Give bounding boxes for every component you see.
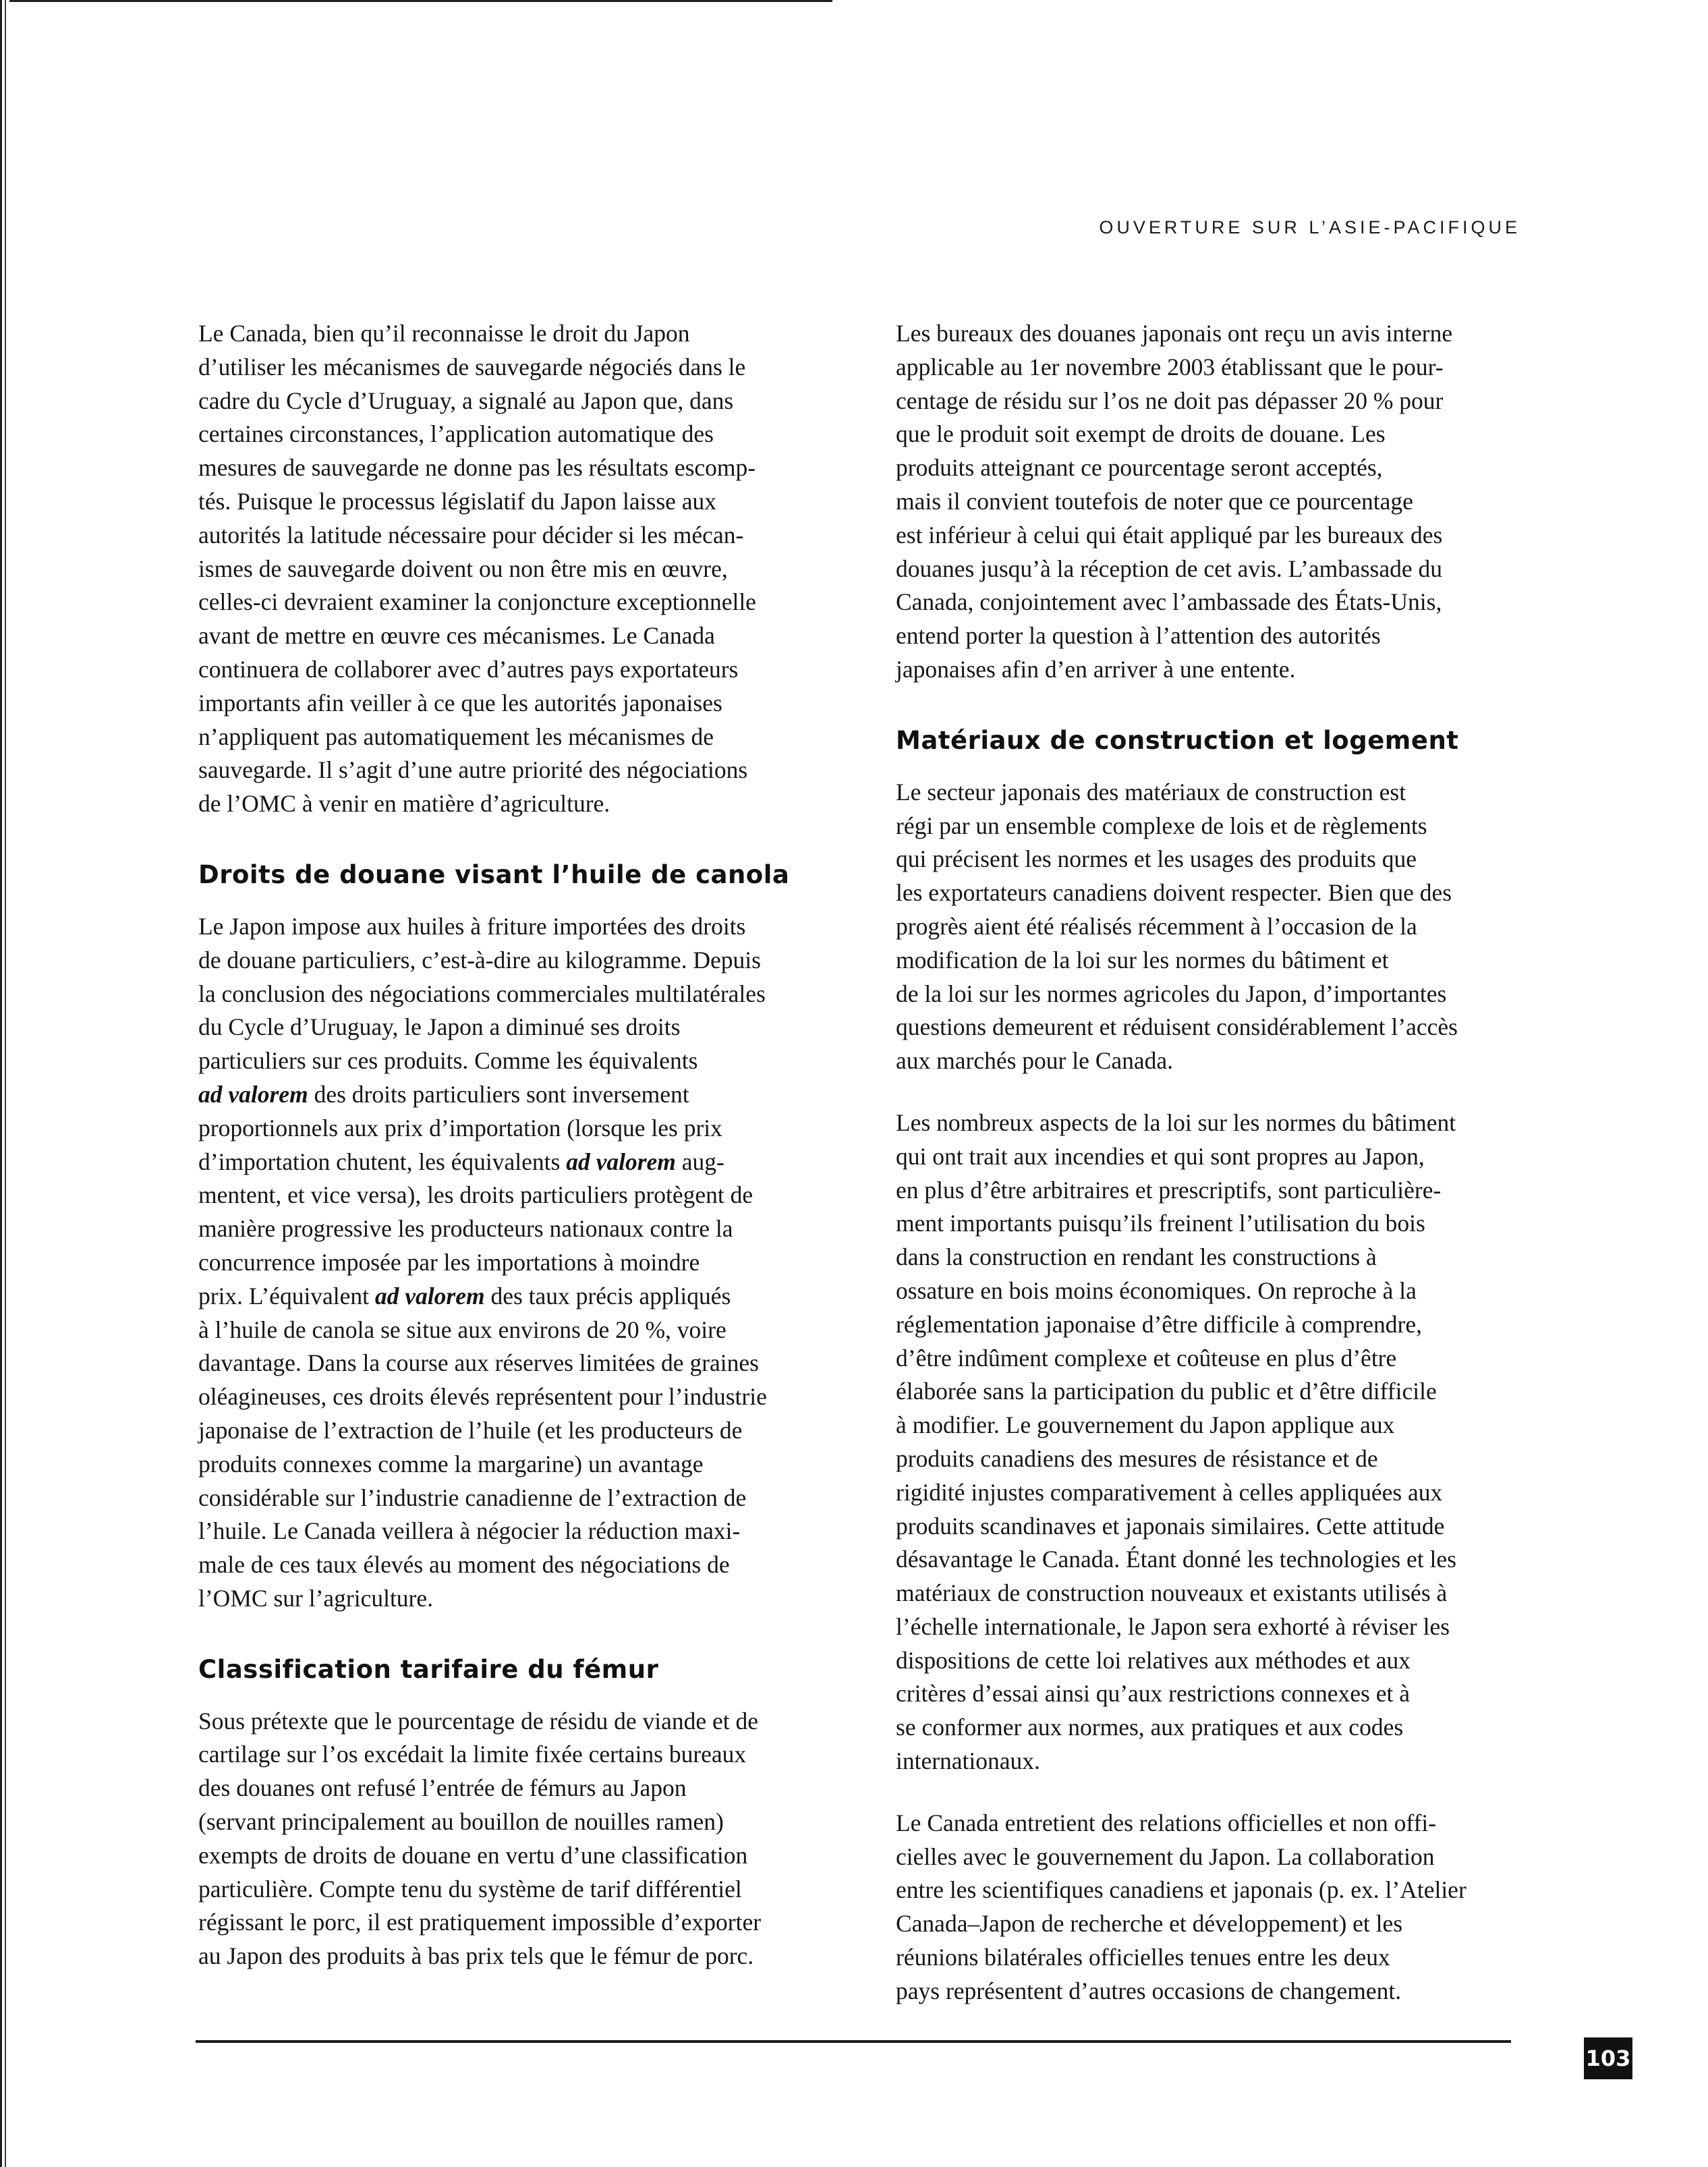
text-line: douanes jusqu’à la réception de cet avis. L’ambassade du [896, 555, 1442, 582]
right-column [896, 317, 1510, 2037]
paragraph-customs-notice [896, 317, 1510, 687]
text-line: critères d’essai ainsi qu’aux restrictions connexes et à [896, 1680, 1410, 1708]
text-line: japonaises afin d’en arriver à une entente. [896, 655, 1296, 683]
text-line: ossature en bois moins économiques. On reproche à la [896, 1276, 1417, 1304]
paragraph-safeguard [198, 317, 812, 821]
text-line: en plus d’être arbitraires et prescriptifs, sont particulière- [896, 1176, 1442, 1204]
text-line: Le secteur japonais des matériaux de construction est [896, 778, 1406, 806]
text-line: mentent, et vice versa), les droits particuliers protègent de [198, 1181, 753, 1209]
text-line: considérable sur l’industrie canadienne de l’extraction de [198, 1484, 747, 1511]
top-rule [9, 0, 832, 2]
text-line [198, 1078, 812, 1112]
text-line: se conformer aux normes, aux pratiques et aux codes [896, 1714, 1404, 1741]
italic-term: ad valorem [566, 1148, 676, 1175]
text-line: (servant principalement au bouillon de nouilles ramen) [198, 1808, 724, 1836]
text-segment: d’importation chutent, les équivalents [198, 1148, 567, 1175]
text-line: produits canadiens des mesures de résistance et de [896, 1444, 1378, 1472]
text-line: produits connexes comme la margarine) un avantage [198, 1450, 704, 1478]
bottom-rule [196, 2040, 1511, 2043]
text-line: matériaux de construction nouveaux et existants utilisés à [896, 1579, 1448, 1607]
paragraph-building-standards [896, 1106, 1510, 1778]
running-head: OUVERTURE SUR L’ASIE-PACIFIQUE [1099, 217, 1520, 237]
text-line: oléagineuses, ces droits élevés représentent pour l’industrie [198, 1383, 767, 1411]
text-line: male de ces taux élevés au moment des négociations de [198, 1551, 730, 1579]
left-column [198, 317, 812, 2002]
text-line: de l’OMC à venir en matière d’agriculture. [198, 790, 610, 818]
text-line: autorités la latitude nécessaire pour décider si les mécan- [198, 521, 744, 548]
text-line: davantage. Dans la course aux réserves limitées de graines [198, 1349, 759, 1377]
text-line: à l’huile de canola se situe aux environs de 20 %, voire [198, 1316, 727, 1343]
italic-term: ad valorem [374, 1282, 485, 1310]
text-segment: des taux précis appliqués [484, 1282, 731, 1310]
text-line: particuliers sur ces produits. Comme les équivalents [198, 1047, 698, 1075]
text-line: d’être indûment complexe et coûteuse en plus d’être [896, 1344, 1397, 1372]
paragraph-canola [198, 910, 812, 1616]
text-line: de douane particuliers, c’est-à-dire au kilogramme. Depuis [198, 946, 761, 974]
text-segment: prix. L’équivalent [198, 1282, 375, 1310]
text-line: exempts de droits de douane en vertu d’une classification [198, 1841, 748, 1869]
text-line: modification de la loi sur les normes du bâtiment et [896, 946, 1389, 974]
text-line: cadre du Cycle d’Uruguay, a signalé au Japon que, dans [198, 387, 734, 414]
text-line: des douanes ont refusé l’entrée de fémurs au Japon [198, 1774, 687, 1802]
paragraph-construction-sector [896, 776, 1510, 1078]
text-line: n’appliquent pas automatiquement les mécanismes de [198, 723, 714, 750]
text-line: japonaise de l’extraction de l’huile (et les producteurs de [198, 1416, 743, 1444]
text-line: qui précisent les normes et les usages des produits que [896, 845, 1417, 873]
text-line: Les nombreux aspects de la loi sur les normes du bâtiment [896, 1108, 1456, 1136]
text-line: est inférieur à celui qui était appliqué par les bureaux des [896, 521, 1443, 548]
text-line: régissant le porc, il est pratiquement impossible d’exporter [198, 1909, 762, 1936]
text-line: Les bureaux des douanes japonais ont reçu un avis interne [896, 320, 1453, 347]
text-line: dispositions de cette loi relatives aux méthodes et aux [896, 1646, 1411, 1674]
text-line: importants afin veiller à ce que les autorités japonaises [198, 689, 722, 716]
text-line: proportionnels aux prix d’importation (lorsque les prix [198, 1114, 722, 1142]
text-line [198, 1146, 812, 1179]
text-line: tés. Puisque le processus législatif du Japon laisse aux [198, 487, 717, 515]
text-line: Sous prétexte que le pourcentage de résidu de viande et de [198, 1707, 758, 1735]
text-line [198, 1280, 812, 1314]
text-line: l’OMC sur l’agriculture. [198, 1584, 434, 1612]
text-line: particulière. Compte tenu du système de tarif différentiel [198, 1875, 742, 1903]
text-line: continuera de collaborer avec d’autres pays exportateurs [198, 655, 739, 683]
text-line: ment importants puisqu’ils freinent l’utilisation du bois [896, 1210, 1425, 1237]
text-line: concurrence imposée par les importations à moindre [198, 1248, 700, 1276]
text-line: pays représentent d’autres occasions de changement. [896, 1977, 1402, 2004]
text-line: du Cycle d’Uruguay, le Japon a diminué ses droits [198, 1013, 681, 1041]
page-number: 103 [1584, 2037, 1632, 2079]
text-line: les exportateurs canadiens doivent respecter. Bien que des [896, 879, 1452, 907]
text-line: certaines circonstances, l’application automatique des [198, 420, 714, 448]
text-line: applicable au 1er novembre 2003 établissant que le pour- [896, 353, 1444, 381]
text-line: désavantage le Canada. Étant donné les technologies et les [896, 1546, 1456, 1573]
text-line: ismes de sauvegarde doivent ou non être mis en œuvre, [198, 555, 728, 582]
text-line: Le Canada entretient des relations officielles et non offi- [896, 1809, 1437, 1836]
text-line: Le Canada, bien qu’il reconnaisse le droit du Japon [198, 320, 690, 347]
text-line: celles-ci devraient examiner la conjoncture exceptionnelle [198, 588, 756, 616]
text-line: entend porter la question à l’attention des autorités [896, 622, 1381, 650]
text-line: au Japon des produits à bas prix tels que le fémur de porc. [198, 1942, 754, 1970]
text-line: manière progressive les producteurs nationaux contre la [198, 1215, 733, 1243]
italic-term: ad valorem [198, 1080, 308, 1108]
text-line: entre les scientifiques canadiens et japonais (p. ex. l’Atelier [896, 1876, 1467, 1904]
text-line: l’échelle internationale, le Japon sera exhorté à réviser les [896, 1612, 1450, 1640]
text-line: à modifier. Le gouvernement du Japon applique aux [896, 1411, 1395, 1439]
text-line: que le produit soit exempt de droits de douane. Les [896, 420, 1386, 448]
scan-binding-edge [0, 0, 9, 2167]
text-line: aux marchés pour le Canada. [896, 1047, 1174, 1075]
text-line: la conclusion des négociations commerciales multilatérales [198, 980, 766, 1007]
text-line: l’huile. Le Canada veillera à négocier la réduction maxi- [198, 1517, 741, 1545]
paragraph-relations [896, 1807, 1510, 2008]
text-line: dans la construction en rendant les constructions à [896, 1243, 1377, 1271]
text-line: élaborée sans la participation du public et d’être difficile [896, 1378, 1437, 1405]
text-line: produits scandinaves et japonais similaires. Cette attitude [896, 1512, 1445, 1540]
text-segment: des droits particuliers sont inversement [308, 1080, 689, 1108]
text-line: Canada–Japon de recherche et développement) et les [896, 1910, 1403, 1938]
text-line: internationaux. [896, 1747, 1040, 1775]
text-line: produits atteignant ce pourcentage seront acceptés, [896, 454, 1383, 482]
text-line: réunions bilatérales officielles tenues entre les deux [896, 1944, 1390, 1971]
text-line: sauvegarde. Il s’agit d’une autre priorité des négociations [198, 756, 748, 784]
text-line: mais il convient toutefois de noter que ce pourcentage [896, 487, 1413, 515]
section-heading-canola: Droits de douane visant l’huile de canola [198, 860, 790, 889]
paragraph-femur [198, 1705, 812, 1973]
text-line: rigidité injustes comparativement à celles appliquées aux [896, 1478, 1443, 1506]
text-line: cielles avec le gouvernement du Japon. La collaboration [896, 1842, 1435, 1870]
text-line: avant de mettre en œuvre ces mécanismes. Le Canada [198, 622, 715, 650]
text-line: régi par un ensemble complexe de lois et de règlements [896, 812, 1427, 839]
text-segment: aug- [675, 1148, 724, 1175]
text-line: centage de résidu sur l’os ne doit pas dépasser 20 % pour [896, 387, 1444, 414]
text-line: Canada, conjointement avec l’ambassade des États-Unis, [896, 588, 1442, 616]
text-line: qui ont trait aux incendies et qui sont propres au Japon, [896, 1142, 1425, 1170]
text-line: réglementation japonaise d’être difficile à comprendre, [896, 1310, 1422, 1338]
text-line: d’utiliser les mécanismes de sauvegarde négociés dans le [198, 353, 746, 381]
text-line: de la loi sur les normes agricoles du Japon, d’importantes [896, 980, 1447, 1007]
section-heading-femur: Classification tarifaire du fémur [198, 1654, 659, 1684]
text-line: progrès aient été réalisés récemment à l’occasion de la [896, 912, 1417, 940]
text-line: questions demeurent et réduisent considérablement l’accès [896, 1013, 1458, 1041]
text-line: mesures de sauvegarde ne donne pas les résultats escomp- [198, 454, 756, 482]
text-line: cartilage sur l’os excédait la limite fixée certains bureaux [198, 1741, 747, 1768]
section-heading-construction: Matériaux de construction et logement [896, 725, 1459, 755]
text-line: Le Japon impose aux huiles à friture importées des droits [198, 912, 746, 940]
